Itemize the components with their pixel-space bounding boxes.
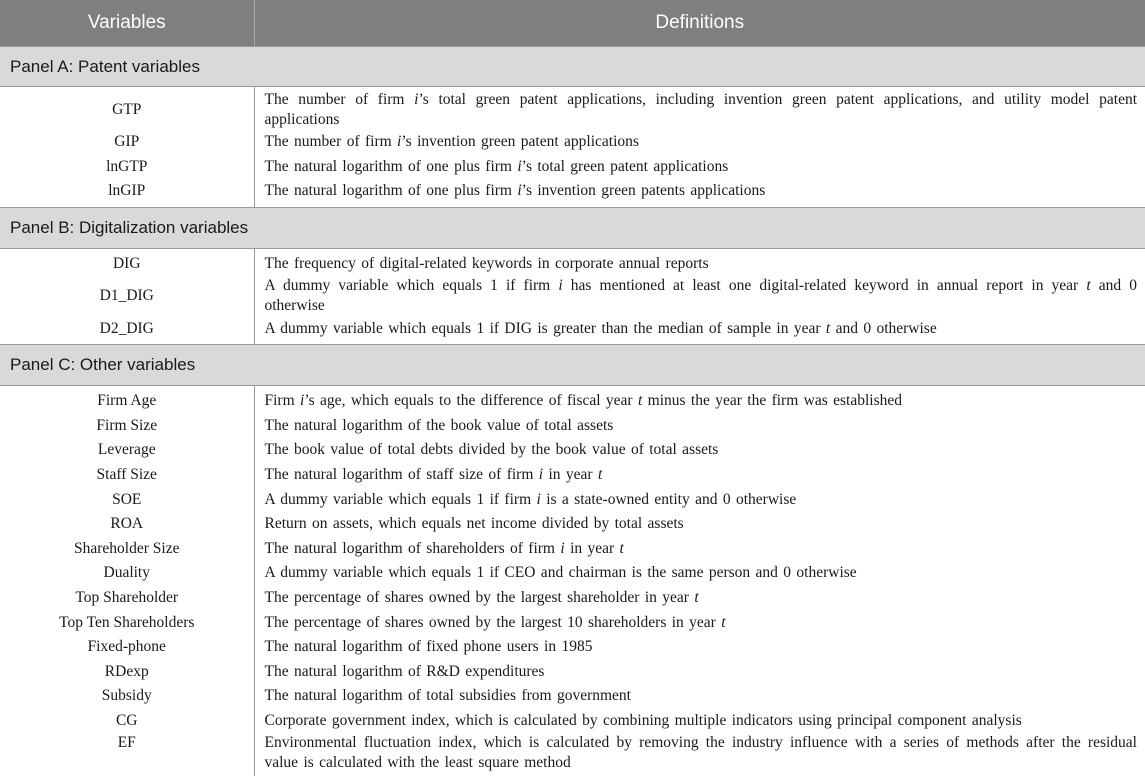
variable-name: Duality (0, 561, 254, 586)
definition-text: The natural logarithm of R&D expenditures (265, 663, 545, 680)
definition-text: The percentage of shares owned by the largest 10 shareholders in year (265, 614, 722, 631)
variable-name: Top Ten Shareholders (0, 610, 254, 635)
math-symbol: t (826, 320, 830, 337)
variable-name: lnGIP (0, 179, 254, 207)
definition-text: Environmental fluctuation index, which is calculated by removing the industry influence with a series of methods after the residual value is calculated with the least square method (265, 734, 1138, 771)
variable-name: D1_DIG (0, 276, 254, 316)
definition-text: A dummy variable which equals 1 if CEO and chairman is the same person and 0 otherwise (265, 564, 857, 581)
table-row (0, 414, 1145, 439)
variable-definition (254, 561, 1145, 586)
definition-text: The natural logarithm of one plus firm (265, 158, 518, 175)
table-row (0, 155, 1145, 180)
panel-header-row (0, 47, 1145, 87)
table-row (0, 385, 1145, 413)
definition-text: A dummy variable which equals 1 if firm (265, 277, 559, 294)
variable-name: Staff Size (0, 463, 254, 488)
definition-text: The natural logarithm of the book value of total assets (265, 417, 614, 434)
variable-definition (254, 179, 1145, 207)
variable-definition (254, 733, 1145, 776)
variables-column-header: Variables (0, 0, 254, 47)
variable-definition (254, 660, 1145, 685)
math-symbol: t (1086, 277, 1090, 294)
definition-text: A dummy variable which equals 1 if DIG is greater than the median of sample in year (265, 320, 826, 337)
variable-name: Subsidy (0, 684, 254, 709)
definition-text: and 0 otherwise (265, 277, 1137, 314)
table-row (0, 276, 1145, 316)
variable-name: Firm Age (0, 385, 254, 413)
panel-title: Panel B: Digitalization variables (0, 207, 1145, 248)
definition-text: ’s age, which equals to the difference of fiscal year (304, 392, 638, 409)
definition-text: The book value of total debts divided by the book value of total assets (265, 441, 719, 458)
table-row (0, 586, 1145, 611)
math-symbol: i (300, 392, 304, 409)
variable-definition (254, 684, 1145, 709)
math-symbol: i (537, 491, 541, 508)
definitions-column-header: Definitions (254, 0, 1145, 47)
variable-name: GTP (0, 87, 254, 131)
variable-definition (254, 385, 1145, 413)
math-symbol: t (638, 392, 642, 409)
math-symbol: t (620, 540, 624, 557)
definition-text: The natural logarithm of shareholders of firm (265, 540, 561, 557)
panel-title: Panel A: Patent variables (0, 47, 1145, 87)
definition-text: ’s total green patent applications (522, 158, 729, 175)
variable-name: SOE (0, 487, 254, 512)
table-row (0, 463, 1145, 488)
definition-text: The natural logarithm of total subsidies from government (265, 687, 632, 704)
definition-text: The natural logarithm of staff size of firm (265, 466, 539, 483)
math-symbol: i (517, 182, 521, 199)
math-symbol: i (558, 277, 562, 294)
definition-text: has mentioned at least one digital-related keyword in annual report in year (563, 277, 1087, 294)
variable-definition (254, 438, 1145, 463)
definition-text: The natural logarithm of fixed phone users in 1985 (265, 638, 593, 655)
variable-name: EF (0, 733, 254, 776)
variable-name: Fixed-phone (0, 635, 254, 660)
definition-text: minus the year the firm was established (642, 392, 902, 409)
definition-text: Firm (265, 392, 301, 409)
variable-definition (254, 276, 1145, 316)
table-row (0, 316, 1145, 344)
definition-text: The natural logarithm of one plus firm (265, 182, 518, 199)
table-row (0, 248, 1145, 276)
table-body (0, 47, 1145, 776)
table-row (0, 610, 1145, 635)
table-row (0, 487, 1145, 512)
definition-text: and 0 otherwise (830, 320, 937, 337)
definition-text: is a state-owned entity and 0 otherwise (541, 491, 796, 508)
table-row (0, 660, 1145, 685)
table-row (0, 537, 1145, 562)
variable-name: lnGTP (0, 155, 254, 180)
variable-definition (254, 610, 1145, 635)
variable-name: RDexp (0, 660, 254, 685)
panel-header-row (0, 344, 1145, 385)
variable-definition (254, 155, 1145, 180)
table-row (0, 733, 1145, 776)
table-row (0, 130, 1145, 155)
variable-name: D2_DIG (0, 316, 254, 344)
variable-definition (254, 709, 1145, 734)
variable-definition (254, 414, 1145, 439)
definition-text: in year (543, 466, 598, 483)
math-symbol: i (397, 133, 401, 150)
math-symbol: i (560, 540, 564, 557)
definition-text: The number of firm (265, 133, 398, 150)
variable-definition (254, 130, 1145, 155)
table-row (0, 512, 1145, 537)
header-row (0, 0, 1145, 47)
table-row (0, 561, 1145, 586)
definition-text: The percentage of shares owned by the largest shareholder in year (265, 589, 695, 606)
definition-text: A dummy variable which equals 1 if firm (265, 491, 537, 508)
math-symbol: t (721, 614, 725, 631)
variable-name: GIP (0, 130, 254, 155)
table-row (0, 87, 1145, 131)
variable-definition (254, 87, 1145, 131)
table-row (0, 438, 1145, 463)
definition-text: ’s invention green patents applications (522, 182, 766, 199)
math-symbol: t (598, 466, 602, 483)
variable-definition (254, 537, 1145, 562)
math-symbol: i (414, 91, 418, 108)
definition-text: in year (565, 540, 620, 557)
definition-text: Corporate government index, which is calculated by combining multiple indicators using principal component analysis (265, 712, 1022, 729)
variable-name: Firm Size (0, 414, 254, 439)
math-symbol: t (694, 589, 698, 606)
variable-definition (254, 635, 1145, 660)
table-header (0, 0, 1145, 47)
variable-definition (254, 248, 1145, 276)
math-symbol: i (517, 158, 521, 175)
variable-definition (254, 512, 1145, 537)
definition-text: ’s invention green patent applications (401, 133, 639, 150)
definition-text: The frequency of digital-related keywords in corporate annual reports (265, 255, 709, 272)
table-row (0, 709, 1145, 734)
definition-text: The number of firm (265, 91, 415, 108)
panel-header-row (0, 207, 1145, 248)
variable-definition (254, 316, 1145, 344)
variable-name: Leverage (0, 438, 254, 463)
variable-name: DIG (0, 248, 254, 276)
variable-name: Top Shareholder (0, 586, 254, 611)
variable-name: CG (0, 709, 254, 734)
variable-name: Shareholder Size (0, 537, 254, 562)
variable-definition (254, 586, 1145, 611)
table-row (0, 635, 1145, 660)
definition-text: Return on assets, which equals net income divided by total assets (265, 515, 684, 532)
table-row (0, 179, 1145, 207)
math-symbol: i (539, 466, 543, 483)
variable-name: ROA (0, 512, 254, 537)
definition-text: ’s total green patent applications, including invention green patent applications, and utility model patent applications (265, 91, 1138, 128)
variable-definition (254, 487, 1145, 512)
variable-definition (254, 463, 1145, 488)
panel-title: Panel C: Other variables (0, 344, 1145, 385)
table-row (0, 684, 1145, 709)
